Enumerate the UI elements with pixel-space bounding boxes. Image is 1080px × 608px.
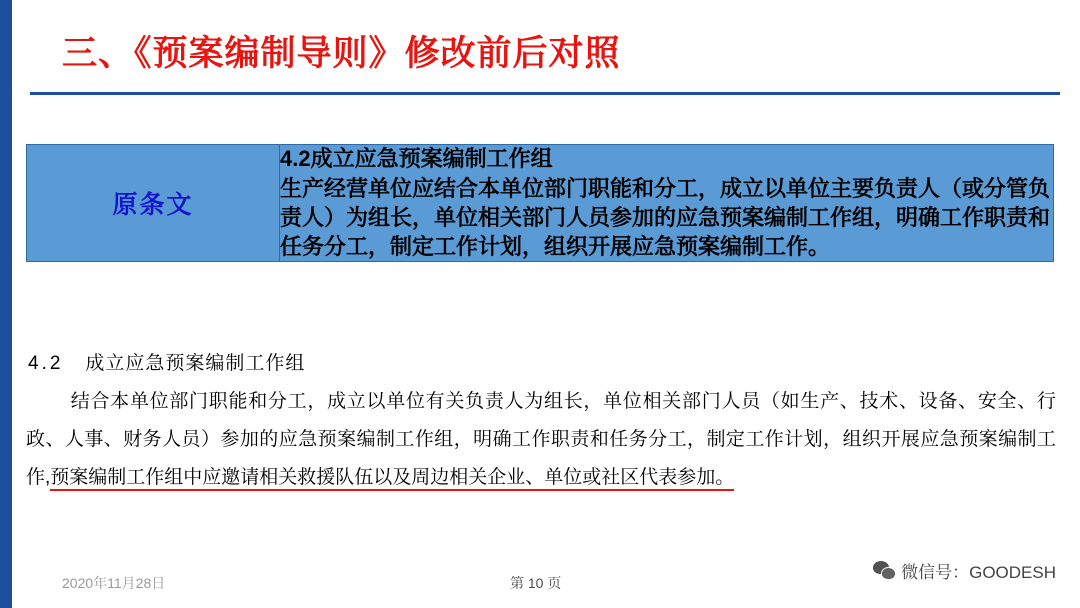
wechat-icon [873,561,895,580]
document-heading [28,348,1056,375]
title-divider [30,92,1060,95]
document-quote-area [26,348,1056,497]
document-paragraph [26,383,1056,497]
comparison-clause-text: 生产经营单位应结合本单位部门职能和分工，成立以单位主要负责人（或分管负责人）为组长，单位相关部门人员参加的应急预案编制工作组，明确工作职责和任务分工，制定工作计划，组织开展应急预案编制工作。 [280,176,1051,260]
left-accent-bar [0,0,12,608]
document-heading-number: 4.2 [28,353,64,374]
table-row [27,145,1054,262]
comparison-row-body-cell [280,145,1054,262]
document-heading-text: 成立应急预案编制工作组 [85,353,306,374]
wechat-watermark [873,558,1056,583]
comparison-clause-heading: 4.2成立应急预案编制工作组 [280,146,553,171]
footer-date: 2020年11月28日 [62,575,166,591]
document-paragraph-underlined: 预案编制工作组中应邀请相关救援队伍以及周边相关企业、单位或社区代表参加。 [50,467,734,491]
wechat-watermark-text: 微信号：GOODESH [901,563,1056,582]
footer-page-number: 第 10 页 [510,575,562,591]
comparison-row-label-cell [27,145,280,262]
page-title: 三、《预案编制导则》修改前后对照 [62,34,621,73]
document-paragraph-plain: 结合本单位部门职能和分工，成立以单位有关负责人为组长，单位相关部门人员（如生产、技术、设备、安全、行政、人事、财务人员）参加的应急预案编制工作组，明确工作职责和任务分工，制定工作计划，组织开展应急预案编制工作, [26,391,1056,488]
comparison-row-label: 原条文 [112,191,194,220]
comparison-table [26,144,1054,262]
